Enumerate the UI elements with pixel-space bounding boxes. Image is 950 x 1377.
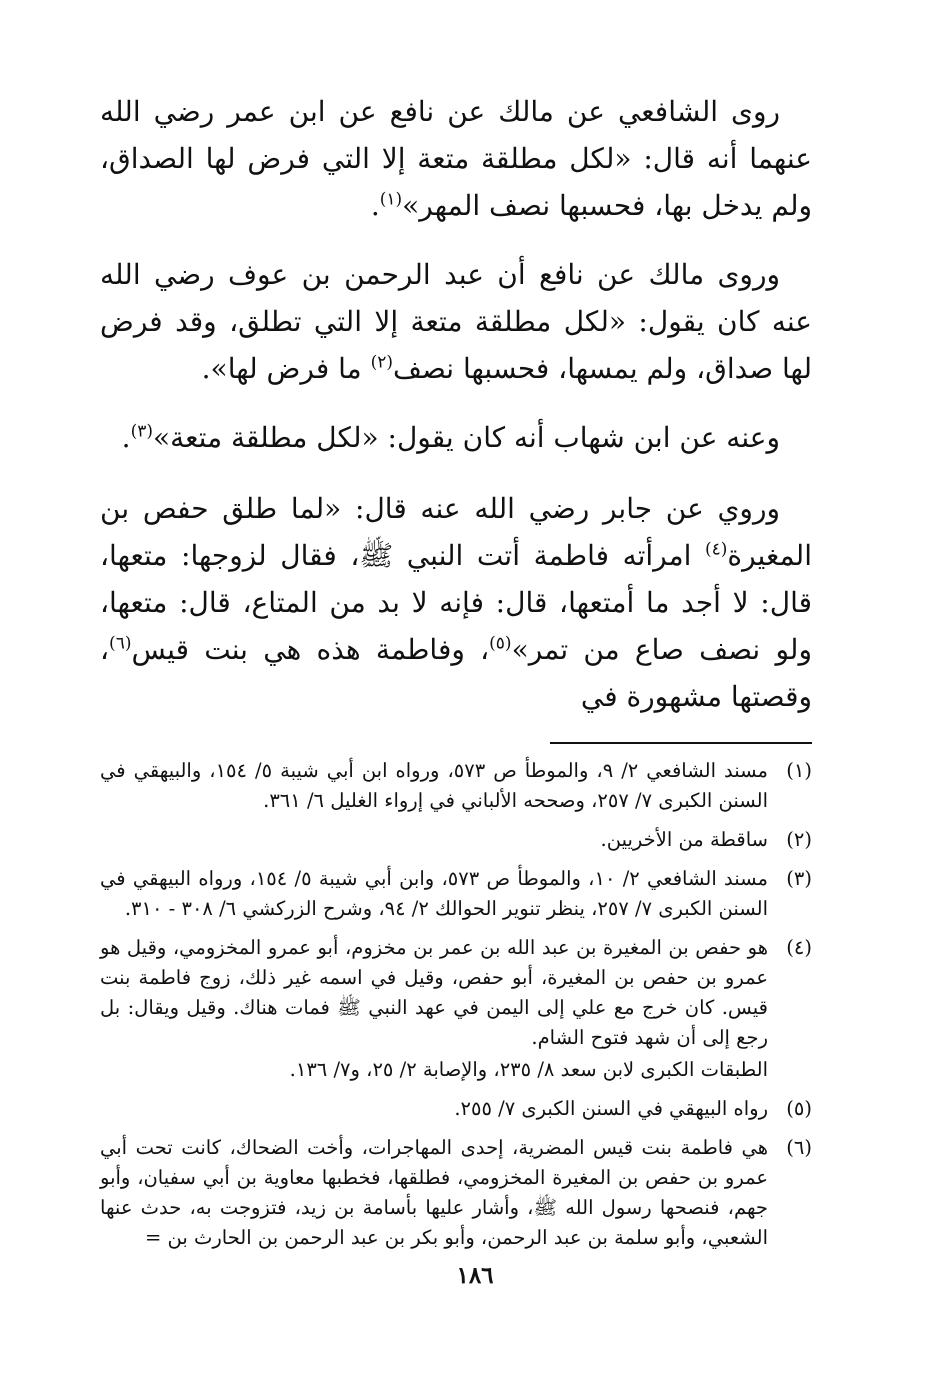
footnote-text: هو حفص بن المغيرة بن عبد الله بن عمر بن مخزوم، أبو عمرو المخزومي، وقيل هو عمرو بن حفص بن المغيرة، أبو حفص، وقيل في اسمه غير ذلك، زوج فاطمة بنت قيس. كان خرج مع علي إلى اليمن في عهد النبي ﷺ فمات هناك. وقيل ويقال: بل رجع إلى أن شهد فتوح الشام.	[100, 936, 768, 1049]
paragraph-text: .	[121, 421, 131, 454]
footnote-text: هي فاطمة بنت قيس المضرية، إحدى المهاجرات، وأخت الضحاك، كانت تحت أبي عمرو بن حفص بن المغيرة المخزومي، فطلقها، فخطبها معاوية بن أبي سفيان، وأبو جهم، فنصحها رسول الله ﷺ، وأشار عليها بأسامة بن زيد، فتزوجت به، حدث عنها الشعبي، وأبو سلمة بن عبد الرحمن، وأبو بكر بن عبد الرحمن بن الحارث بن =	[100, 1136, 768, 1249]
footnote-marker: (٣)	[130, 421, 153, 442]
footnote-text: مسند الشافعي ٢/ ٩، والموطأ ص ٥٧٣، ورواه ابن أبي شيبة ٥/ ١٥٤، والبيهقي في السنن الكبرى ٧/ ٢٥٧، وصححه الألباني في إرواء الغليل ٦/ ٣٦١.	[100, 759, 768, 812]
footnote-marker: (٥)	[489, 633, 512, 654]
footnote-number: (٣)	[786, 867, 812, 890]
footnote-number: (٢)	[786, 828, 812, 851]
paragraph-text: روى الشافعي عن مالك عن نافع عن ابن عمر رضي الله عنهما أنه قال: «لكل مطلقة متعة إلا التي فرض لها الصداق، ولم يدخل بها، فحسبها نصف المهر»	[100, 95, 812, 222]
paragraph-text: وروي عن جابر رضي الله عنه قال: «لما طلق حفص بن المغيرة	[100, 492, 812, 572]
footnote-item	[100, 864, 812, 924]
paragraph-text: وعنه عن ابن شهاب أنه كان يقول: «لكل مطلقة متعة»	[152, 421, 780, 454]
page-number: ١٨٦	[456, 1262, 494, 1289]
footnote-item	[100, 756, 812, 816]
body-paragraph	[100, 88, 812, 229]
footnote-content	[100, 933, 768, 1085]
body-paragraph	[100, 485, 812, 720]
paragraph-text: ما فرض لها».	[201, 352, 371, 385]
footnote-item	[100, 1133, 812, 1253]
footnote-marker: (٦)	[109, 633, 132, 654]
paragraph-text: ، وقصتها مشهورة في	[100, 633, 812, 713]
footnotes	[100, 756, 812, 1253]
paragraph-text: ، وفاطمة هذه هي بنت قيس	[131, 633, 490, 666]
footnote-text: ساقطة من الأخريين.	[600, 828, 768, 851]
paragraph-text: وروى مالك عن نافع أن عبد الرحمن بن عوف رضي الله عنه كان يقول: «لكل مطلقة متعة إلا التي تطلق، وقد فرض لها صداق، ولم يمسها، فحسبها نصف	[100, 258, 812, 385]
footnote-marker: (٤)	[705, 539, 728, 560]
footnote-number: (٥)	[786, 1097, 812, 1120]
footnote-number: (١)	[786, 759, 812, 782]
footnote-marker: (١)	[379, 189, 403, 210]
footnote-text: رواه البيهقي في السنن الكبرى ٧/ ٢٥٥.	[454, 1097, 768, 1120]
footnote-item	[100, 825, 812, 855]
footnote-item	[100, 933, 812, 1085]
footnote-separator	[550, 742, 812, 744]
book-page	[100, 88, 812, 1262]
footnote-number: (٦)	[786, 1136, 812, 1159]
paragraph-text: .	[370, 189, 380, 222]
footnote-text: مسند الشافعي ٢/ ١٠، والموطأ ص ٥٧٣، وابن أبي شيبة ٥/ ١٥٤، ورواه البيهقي في السنن الكبرى ٧/ ٢٥٧، ينظر تنوير الحوالك ٢/ ٩٤، وشرح الزركشي ٦/ ٣٠٨ - ٣١٠.	[100, 867, 768, 920]
body-paragraph	[100, 414, 812, 461]
footnote-marker: (٢)	[370, 352, 393, 373]
footnote-number: (٤)	[786, 936, 812, 959]
paragraph-text: امرأته فاطمة أتت النبي ﷺ، فقال لزوجها: متعها، قال: لا أجد ما أمتعها، قال: فإنه لا بد من المتاع، قال: متعها، ولو نصف صاع من تمر»	[100, 539, 812, 666]
footnote-item	[100, 1094, 812, 1124]
footnote-source: الطبقات الكبرى لابن سعد ٨/ ٢٣٥، والإصابة ٢/ ٢٥، و٧/ ١٣٦.	[289, 1058, 768, 1081]
body-paragraph	[100, 251, 812, 392]
